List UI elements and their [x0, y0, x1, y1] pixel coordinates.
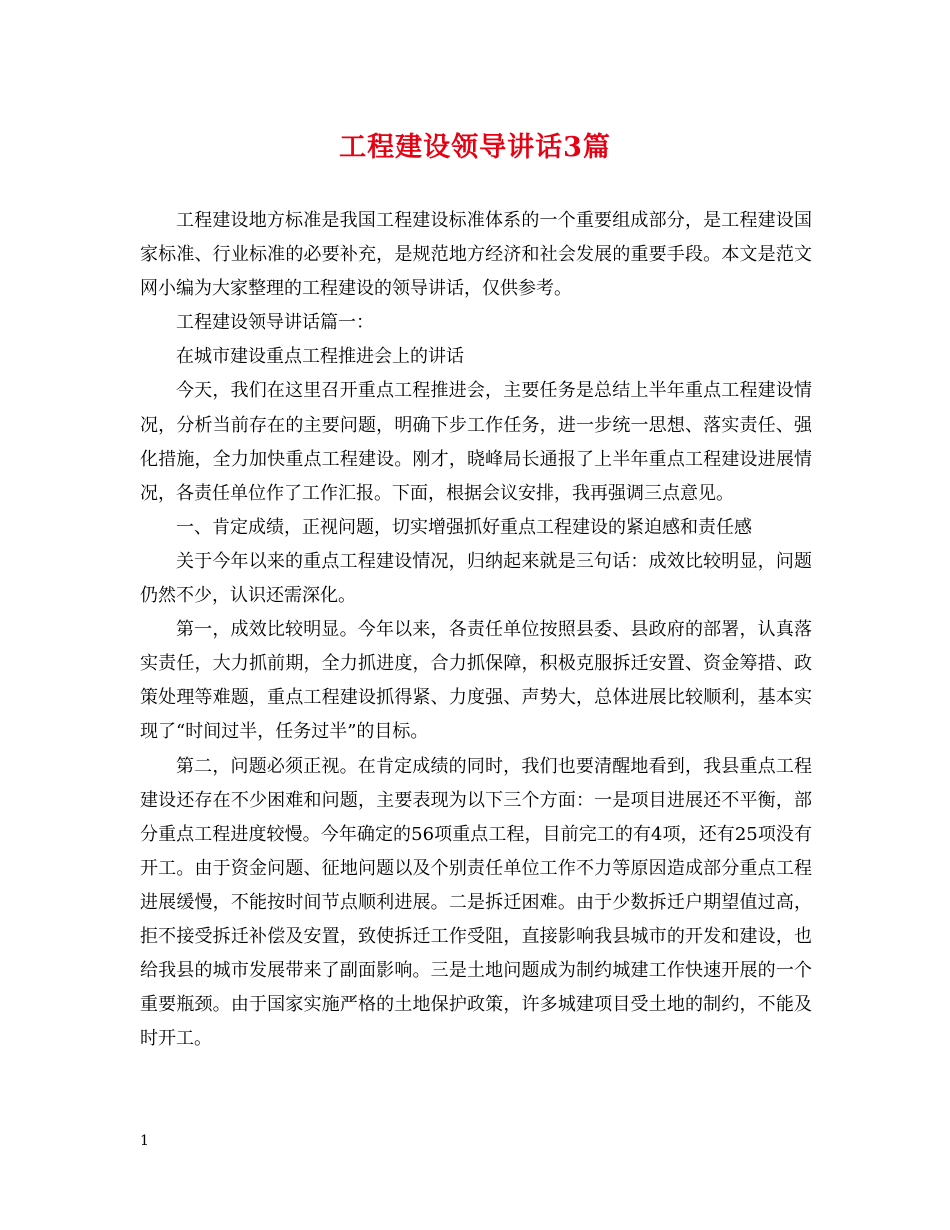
paragraph-problems: 第二，问题必须正视。在肯定成绩的同时，我们也要清醒地看到，我县重点工程建设还存在不少困难和问题，主要表现为以下三个方面：一是项目进展还不平衡，部分重点工程进度较慢。今年确定的56项重点工程，目前完工的有4项，还有25项没有开工。由于资金问题、征地问题以及个别责任单位工作不力等原因造成部分重点工程进展缓慢，不能按时间节点顺利进展。二是拆迁困难。由于少数拆迁户期望值过高，拒不接受拆迁补偿及安置，致使拆迁工作受阻，直接影响我县城市的开发和建设，也给我县的城市发展带来了副面影响。三是土地问题成为制约城建工作快速开展的一个重要瓶颈。由于国家实施严格的土地保护政策，许多城建项目受土地的制约，不能及时开工。 [140, 755, 812, 1050]
paragraph-opening: 今天，我们在这里召开重点工程推进会，主要任务是总结上半年重点工程建设情况，分析当前存在的主要问题，明确下步工作任务，进一步统一思想、落实责任、强化措施，全力加快重点工程建设。刚才，晓峰局长通报了上半年重点工程建设进展情况，各责任单位作了工作汇报。下面，根据会议安排，我再强调三点意见。 [140, 380, 812, 504]
paragraph-intro: 工程建设地方标准是我国工程建设标准体系的一个重要组成部分，是工程建设国家标准、行业标准的必要补充，是规范地方经济和社会发展的重要手段。本文是范文网小编为大家整理的工程建设的领导讲话，仅供参考。 [140, 210, 812, 300]
paragraph-summary: 关于今年以来的重点工程建设情况，归纳起来就是三句话：成效比较明显，问题仍然不少，认识还需深化。 [140, 550, 812, 607]
document-body [140, 204, 812, 1056]
paragraph-point-one-heading: 一、肯定成绩，正视问题，切实增强抓好重点工程建设的紧迫感和责任感 [176, 516, 752, 538]
paragraph-section-heading: 工程建设领导讲话篇一： [176, 312, 374, 334]
page-number: 1 [140, 1133, 149, 1149]
paragraph-achievements: 第一，成效比较明显。今年以来，各责任单位按照县委、县政府的部署，认真落实责任，大力抓前期，全力抓进度，合力抓保障，积极克服拆迁安置、资金筹措、政策处理等难题，重点工程建设抓得紧、力度强、声势大，总体进展比较顺利，基本实现了“时间过半，任务过半”的目标。 [140, 619, 812, 743]
document-title: 工程建设领导讲话3篇 [339, 132, 611, 163]
paragraph-speech-title: 在城市建设重点工程推进会上的讲话 [176, 346, 464, 368]
